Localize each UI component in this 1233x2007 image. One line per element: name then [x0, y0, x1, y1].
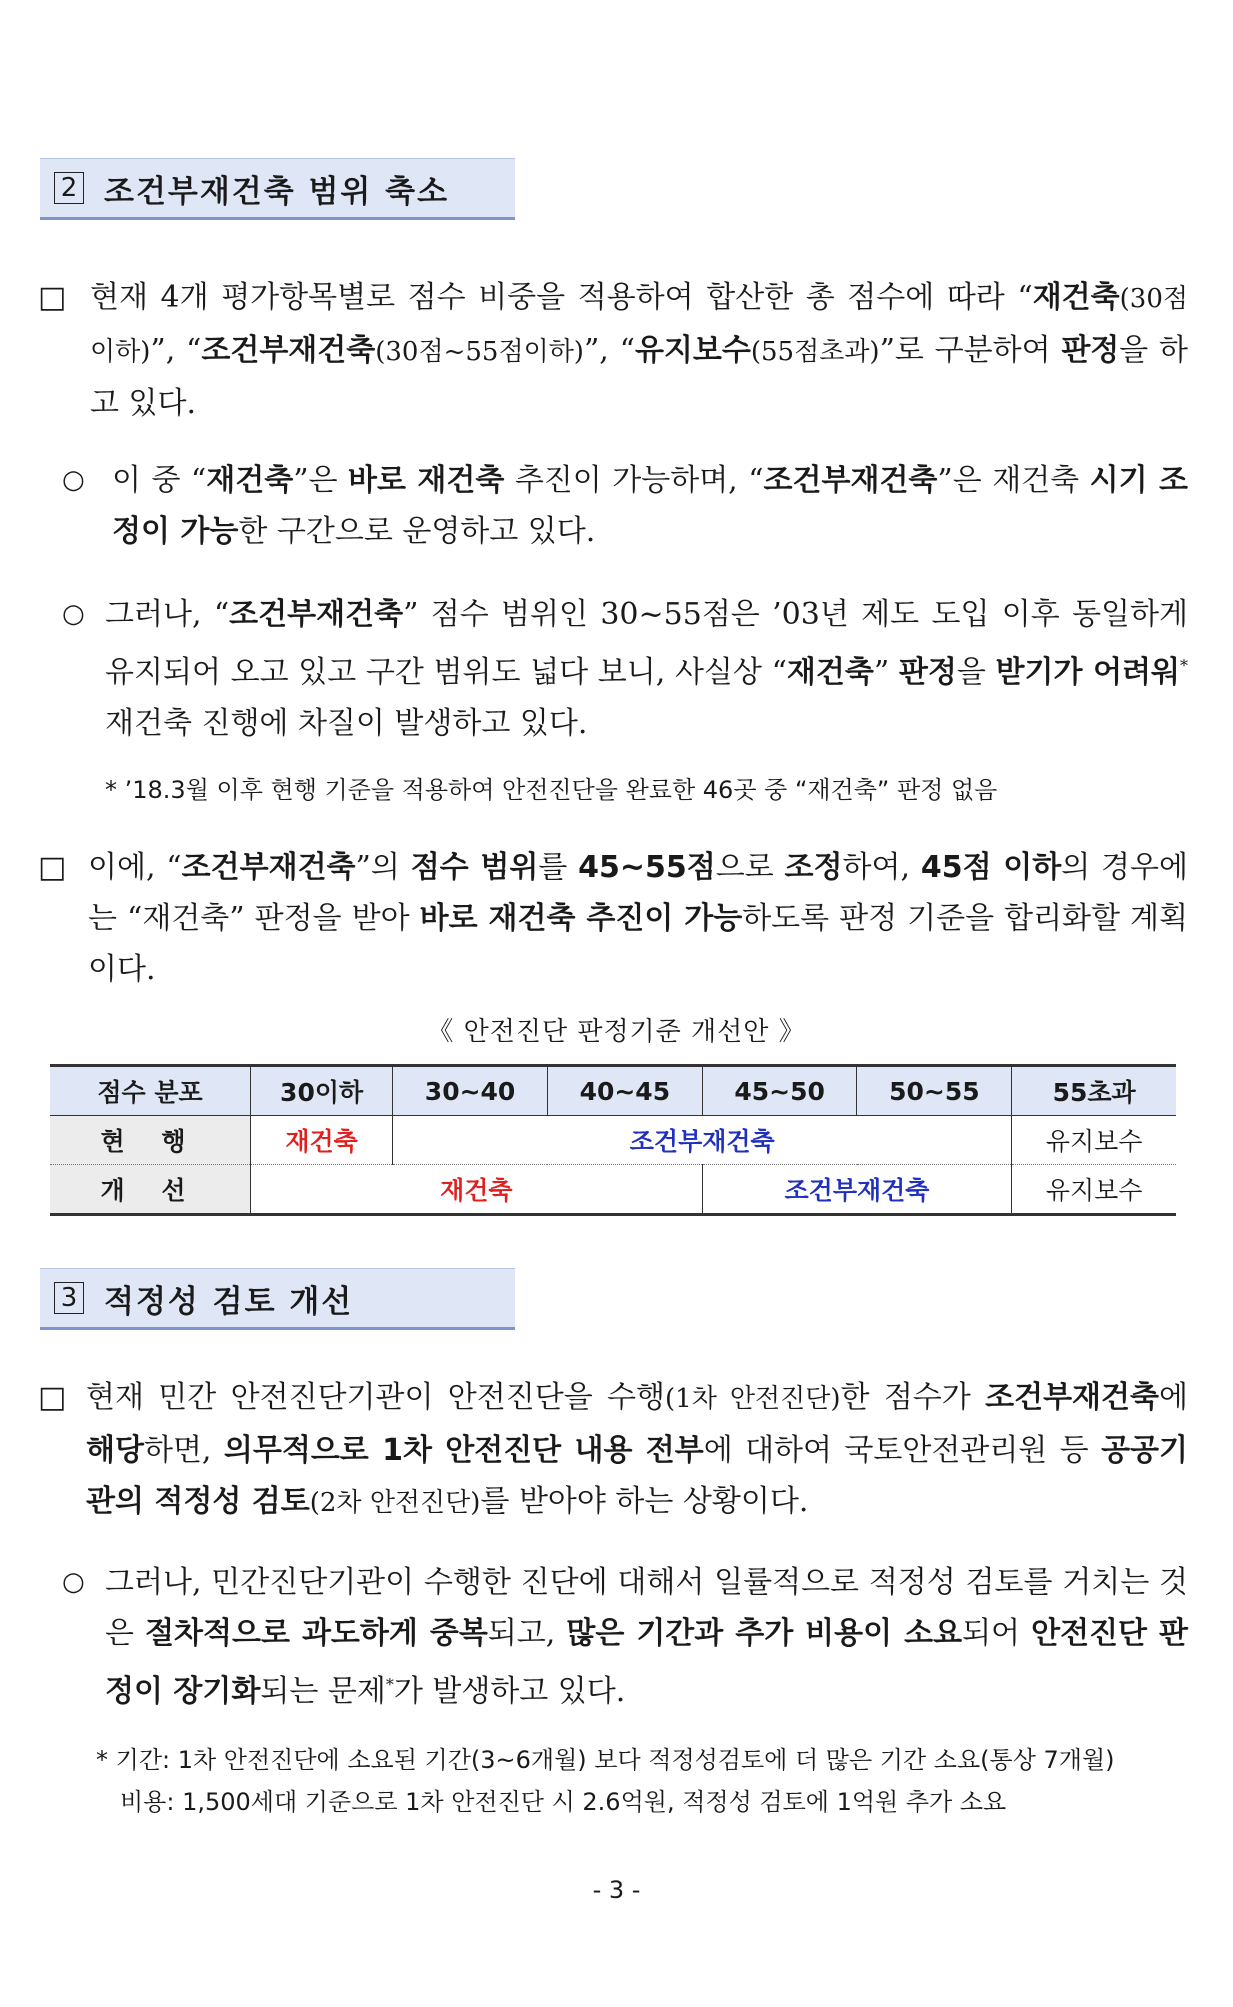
section-2-heading: [40, 158, 515, 220]
square-bullet: □: [38, 1380, 67, 1415]
table-row-improved: [50, 1165, 1176, 1215]
table-row-current: [50, 1116, 1176, 1165]
circle-bullet: ○: [62, 599, 85, 629]
square-bullet: □: [38, 280, 67, 315]
section-3-heading: [40, 1268, 515, 1330]
paragraph-current-criteria: 현재 4개 평가항목별로 점수 비중을 적용하여 합산한 총 점수에 따라 “재건축(30점 이하)”, “조건부재건축(30점~55점이하)”, “유지보수(55점초과)”로 구분하여 판정을 하고 있다.: [90, 280, 1189, 421]
paragraph-adequacy-review: 현재 민간 안전진단기관이 안전진단을 수행(1차 안전진단)한 점수가 조건부재건축에 해당하면, 의무적으로 1차 안전진단 내용 전부에 대하여 국토안전관리원 등 공공기관의 적정성 검토(2차 안전진단)를 받아야 하는 상황이다.: [86, 1380, 1189, 1519]
page-number: - 3 -: [592, 1876, 641, 1904]
square-bullet: □: [38, 850, 67, 885]
footnote-cost: 비용: 1,500세대 기준으로 1차 안전진단 시 2.6억원, 적정성 검토에 1억원 추가 소요: [120, 1788, 1007, 1816]
paragraph-duplication-problem: 그러나, 민간진단기관이 수행한 진단에 대해서 일률적으로 적정성 검토를 거치는 것은 절차적으로 과도하게 중복되고, 많은 기간과 추가 비용이 소요되어 안전진단 판정이 장기화되는 문제*가 발생하고 있다.: [105, 1565, 1188, 1709]
paragraph-problem: 그러나, “조건부재건축” 점수 범위인 30~55점은 ’03년 제도 도입 이후 동일하게 유지되어 오고 있고 구간 범위도 넓다 보니, 사실상 “재건축” 판정을 받기가 어려워* 재건축 진행에 차질이 발생하고 있다.: [105, 597, 1189, 741]
table-caption: 《 안전진단 판정기준 개선안 》: [427, 1017, 806, 1047]
criteria-table: [50, 1064, 1176, 1216]
table-header-cell: 50~55: [857, 1066, 1012, 1116]
section-title: 적정성 검토 개선: [104, 1283, 354, 1320]
table-cell: 유지보수: [1012, 1116, 1176, 1165]
table-cell: 조건부재건축: [393, 1116, 1012, 1165]
circle-bullet: ○: [62, 465, 85, 495]
paragraph-plan: 이에, “조건부재건축”의 점수 범위를 45~55점으로 조정하여, 45점 이하의 경우에는 “재건축” 판정을 받아 바로 재건축 추진이 가능하도록 판정 기준을 합리화할 계획이다.: [88, 850, 1188, 987]
table-cell: 조건부재건축: [702, 1165, 1012, 1215]
table-header-cell: 40~45: [547, 1066, 702, 1116]
footnote: * ’18.3월 이후 현행 기준을 적용하여 안전진단을 완료한 46곳 중 “재건축” 판정 없음: [105, 776, 998, 804]
circle-bullet: ○: [62, 1567, 85, 1597]
footnote-period: * 기간: 1차 안전진단에 소요된 기간(3~6개월) 보다 적정성검토에 더 많은 기간 소요(통상 7개월): [96, 1746, 1115, 1774]
row-label: 개 선: [50, 1165, 251, 1215]
section-number: 2: [54, 172, 84, 204]
table-header-cell: 45~50: [702, 1066, 857, 1116]
table-header-cell: 30~40: [393, 1066, 548, 1116]
table-cell: 재건축: [251, 1116, 393, 1165]
table-header-cell: 55초과: [1012, 1066, 1176, 1116]
table-header-row: [50, 1066, 1176, 1116]
table-cell: 유지보수: [1012, 1165, 1176, 1215]
table-header-cell: 30이하: [251, 1066, 393, 1116]
section-title: 조건부재건축 범위 축소: [104, 173, 450, 210]
table-header-cell: 점수 분포: [50, 1066, 251, 1116]
paragraph-conditional-meaning: 이 중 “재건축”은 바로 재건축 추진이 가능하며, “조건부재건축”은 재건축 시기 조정이 가능한 구간으로 운영하고 있다.: [112, 463, 1188, 549]
section-number: 3: [54, 1282, 84, 1314]
row-label: 현 행: [50, 1116, 251, 1165]
table-cell: 재건축: [251, 1165, 703, 1215]
